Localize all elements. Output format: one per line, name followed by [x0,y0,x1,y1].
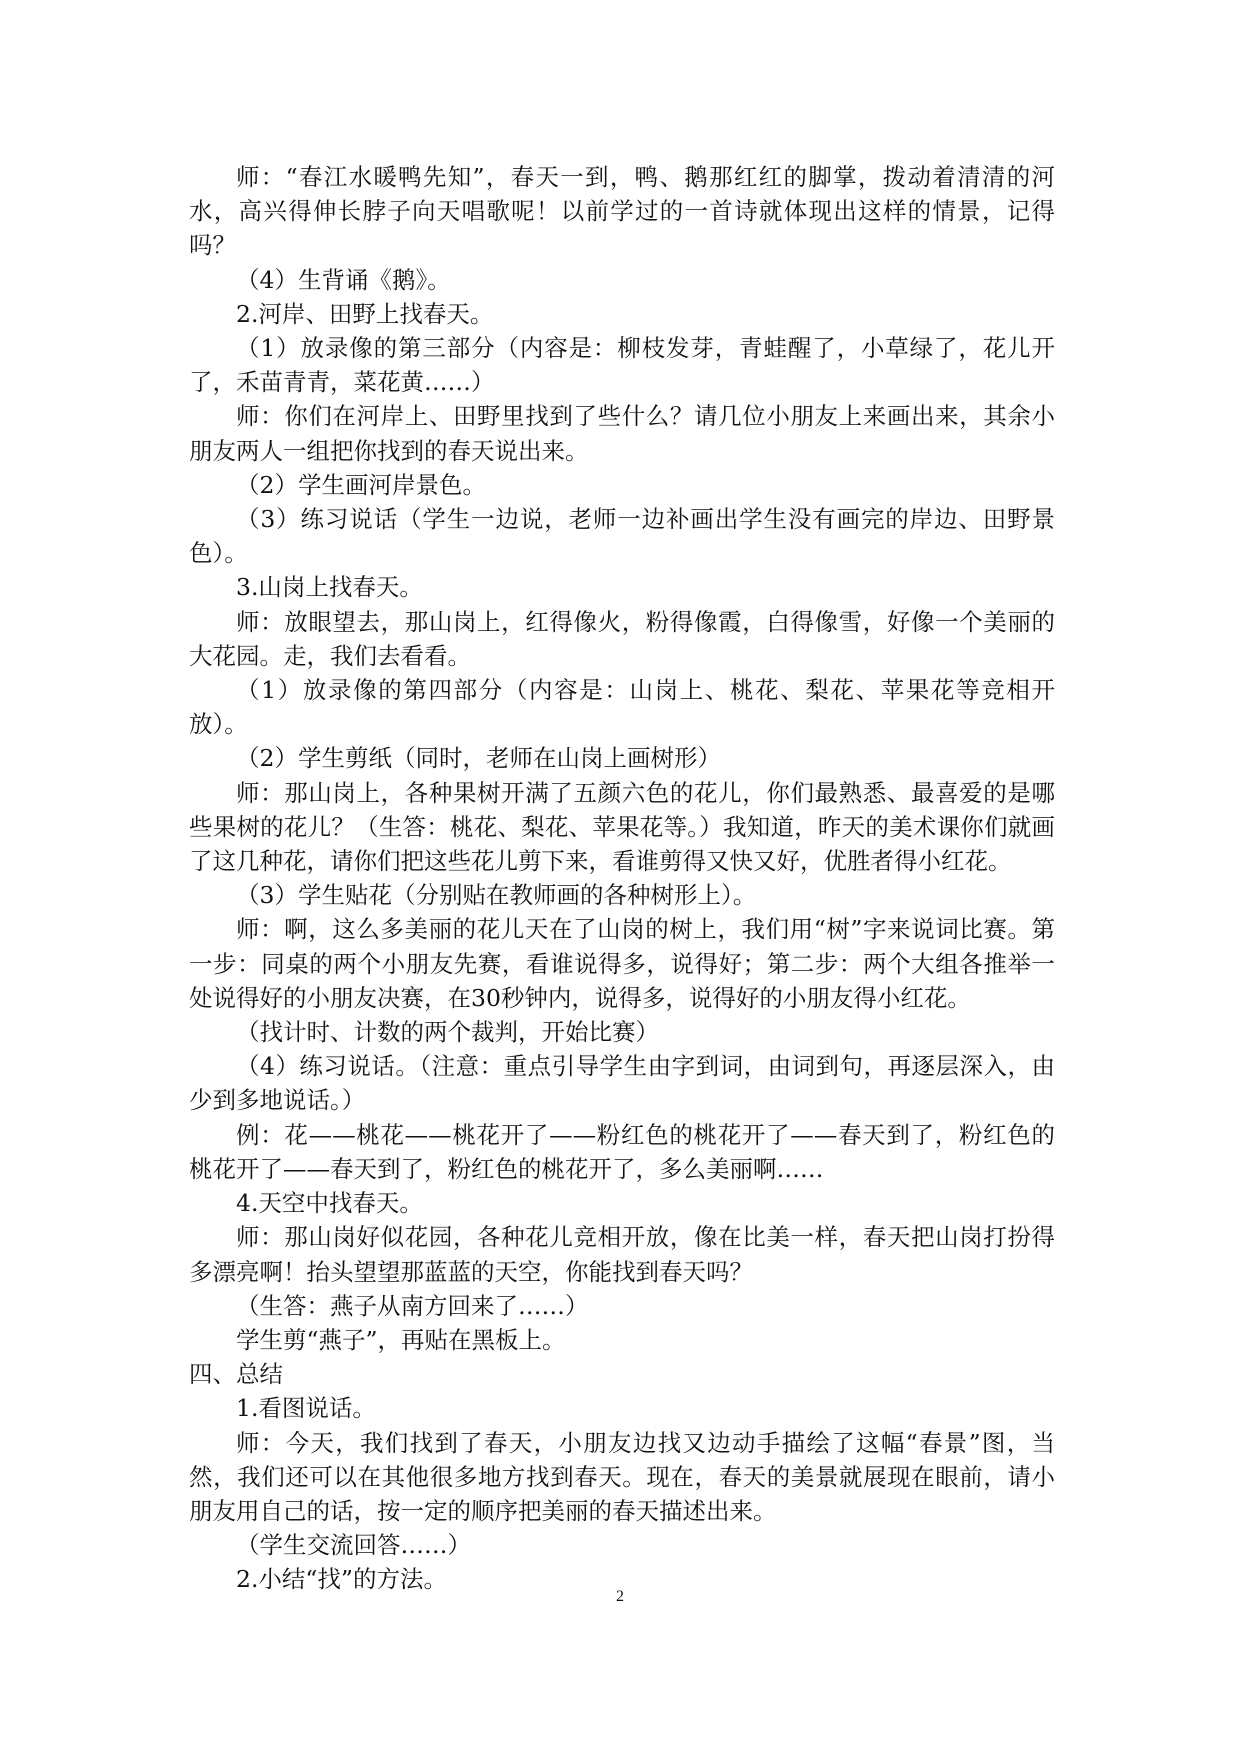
body-paragraph: 师：那山岗好似花园，各种花儿竞相开放，像在比美一样，春天把山岗打扮得多漂亮啊！抬头望望那蓝蓝的天空，你能找到春天吗？ [189,1223,1055,1286]
body-paragraph: 师：你们在河岸上、田野里找到了些什么？请几位小朋友上来画出来，其余小朋友两人一组把你找到的春天说出来。 [189,402,1055,465]
section-heading: 四、总结 [189,1360,283,1389]
body-paragraph: （2）学生画河岸景色。 [236,470,486,499]
body-paragraph: 学生剪“燕子”，再贴在黑板上。 [236,1325,566,1354]
body-paragraph: 2.小结“找”的方法。 [236,1565,447,1594]
body-paragraph: （1）放录像的第三部分（内容是：柳枝发芽，青蛙醒了，小草绿了，花儿开了，禾苗青青，菜花黄……） [189,334,1055,397]
body-paragraph: （4）练习说话。（注意：重点引导学生由字到词，由词到句，再逐层深入，由少到多地说话。） [189,1052,1055,1115]
body-paragraph: 师：今天，我们找到了春天，小朋友边找又边动手描绘了这幅“春景”图，当然，我们还可以在其他很多地方找到春天。现在，春天的美景就展现在眼前，请小朋友用自己的话，按一定的顺序把美丽的春天描述出来。 [189,1428,1055,1525]
body-paragraph: （生答：燕子从南方回来了……） [236,1291,589,1320]
body-paragraph: 师：啊，这么多美丽的花儿天在了山岗的树上，我们用“树”字来说词比赛。第一步：同桌的两个小朋友先赛，看谁说得多，说得好；第二步：两个大组各推举一处说得好的小朋友决赛，在30秒钟内，说得多，说得好的小朋友得小红花。 [189,915,1055,1012]
body-paragraph: 师：那山岗上，各种果树开满了五颜六色的花儿，你们最熟悉、最喜爱的是哪些果树的花儿？（生答：桃花、梨花、苹果花等。）我知道，昨天的美术课你们就画了这几种花，请你们把这些花儿剪下来，看谁剪得又快又好，优胜者得小红花。 [189,778,1055,876]
body-paragraph: （1）放录像的第四部分（内容是：山岗上、桃花、梨花、苹果花等竞相开放）。 [189,676,1055,739]
body-paragraph: 3.山岗上找春天。 [236,573,423,602]
body-paragraph: 1.看图说话。 [236,1394,376,1423]
body-paragraph: （3）学生贴花（分别贴在教师画的各种树形上）。 [236,881,757,910]
body-paragraph: （4）生背诵《鹅》。 [236,265,451,294]
body-paragraph: 4.天空中找春天。 [236,1189,423,1218]
document-body [189,160,1055,1597]
body-paragraph: 师：“春江水暖鸭先知”，春天一到，鸭、鹅那红红的脚掌，拨动着清清的河水，高兴得伸长脖子向天唱歌呢！以前学过的一首诗就体现出这样的情景，记得吗？ [189,163,1055,260]
body-paragraph: （学生交流回答……） [236,1531,471,1560]
body-paragraph: （3）练习说话（学生一边说，老师一边补画出学生没有画完的岸边、田野景色）。 [189,505,1055,568]
body-paragraph: 2.河岸、田野上找春天。 [236,299,494,328]
body-paragraph: （找计时、计数的两个裁判，开始比赛） [236,1018,659,1047]
page-number: 2 [616,1588,624,1605]
body-paragraph: 师：放眼望去，那山岗上，红得像火，粉得像霞，白得像雪，好像一个美丽的大花园。走，我们去看看。 [189,607,1055,670]
body-paragraph: 例：花——桃花——桃花开了——粉红色的桃花开了——春天到了，粉红色的桃花开了——春天到了，粉红色的桃花开了，多么美丽啊…… [189,1120,1055,1183]
body-paragraph: （2）学生剪纸（同时，老师在山岗上画树形） [236,744,721,773]
